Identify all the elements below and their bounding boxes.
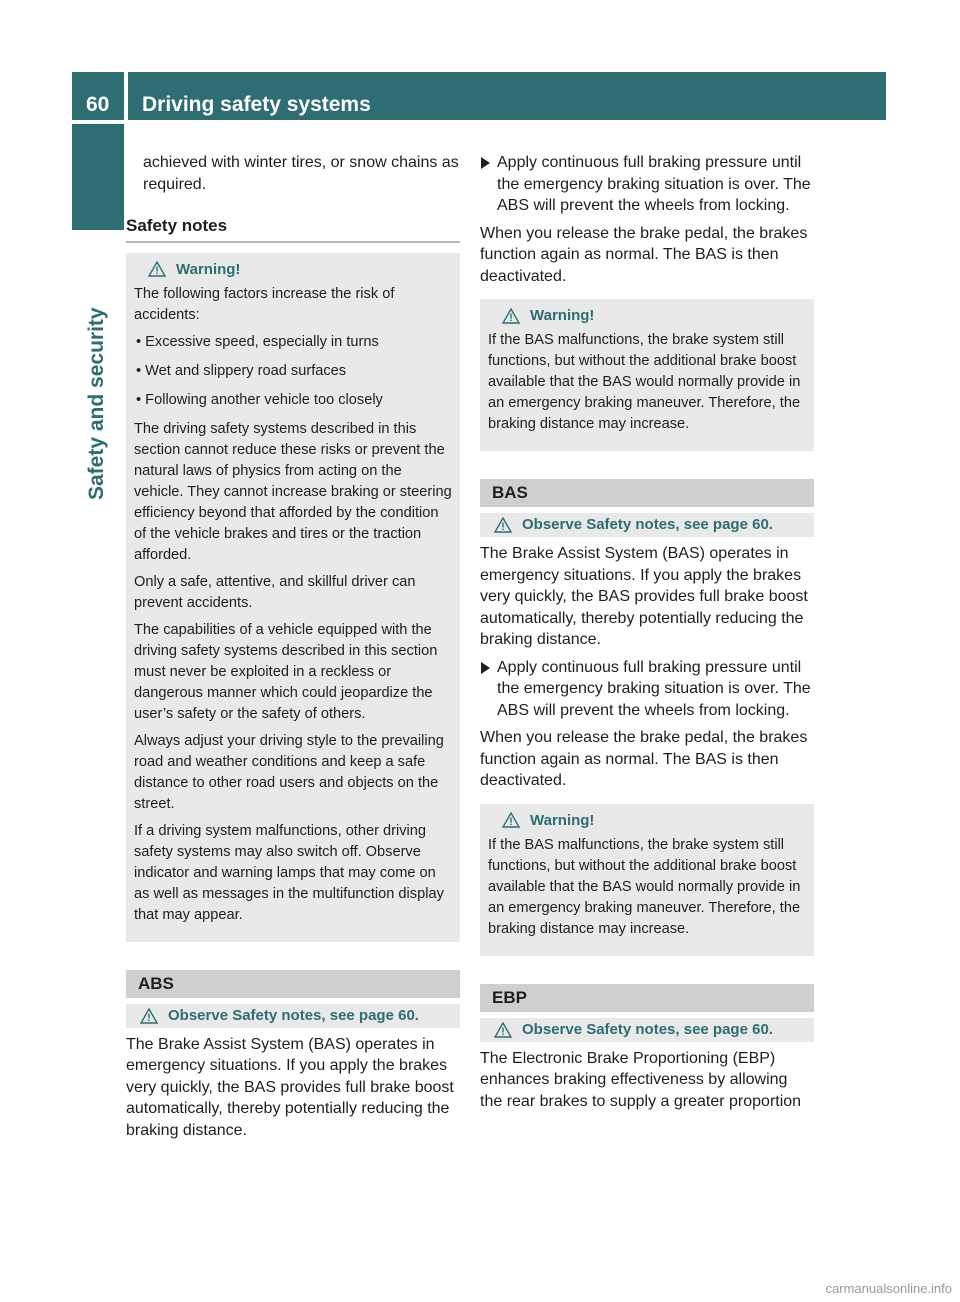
instruction-step [480,152,814,217]
warning-title-text: Warning! [530,307,595,324]
bas-warning-box [480,804,814,956]
warning-paragraph: If the BAS malfunctions, the brake system still functions, but without the additional brake boost available that the BAS would normally provide in an emergency braking maneuver. Therefore, the braking distance may increase. [488,836,801,937]
warning-paragraph: The capabilities of a vehicle equipped with the driving safety systems described in this section must never be exploited in a reckless or dangerous manner which could jeopardize the user’s safety or the safety of others. [134,621,438,722]
warning-intro: The following factors increase the risk of accidents: [134,285,395,323]
side-tab-label-text: Safety and security [85,307,108,500]
warning-title [488,810,806,831]
bas-warning-box [480,299,814,451]
release-text: When you release the brake pedal, the brakes function again as normal. The BAS is then deactivated. [480,729,808,789]
ebp-safety-note [480,1018,814,1042]
right-column [480,152,814,1118]
left-column [126,152,460,1147]
warning-title-text: Warning! [176,260,241,278]
abs-safety-note [126,1004,460,1028]
continued-text: achieved with winter tires, or snow chains as required. [143,154,459,193]
warning-paragraph: If the BAS malfunctions, the brake system still functions, but without the additional brake boost available that the BAS would normally provide in an emergency braking maneuver. Therefore, the braking distance may increase. [488,332,801,432]
warning-paragraph: Always adjust your driving style to the prevailing road and weather conditions and keep a safe distance to other road users and objects on the street. [134,732,444,812]
warning-triangle-icon [494,1022,512,1038]
chapter-title: Driving safety systems [128,72,886,120]
bas-heading: BAS [480,479,814,507]
warning-triangle-icon [148,261,166,277]
arrow-right-icon [481,662,490,674]
instruction-text: Apply continuous full braking pressure until the emergency braking situation is over. The ABS will prevent the wheels from locking. [497,658,811,719]
warning-title-text: Warning! [530,811,595,829]
instruction-step [480,657,814,722]
warning-bullet-text: Excessive speed, especially in turns [145,333,379,350]
side-tab-block [72,124,124,230]
abs-safety-note-text: Observe Safety notes, see page 60. [168,1006,419,1024]
warning-bullet: • Wet and slippery road surfaces [136,362,347,379]
instruction-text: Apply continuous full braking pressure until the emergency braking situation is over. The ABS will prevent the wheels from locking. [497,154,811,214]
safety-notes-heading: Safety notes [126,205,460,243]
warning-triangle-icon [140,1008,158,1024]
ebp-safety-note-text: Observe Safety notes, see page 60. [522,1020,773,1038]
footer-watermark: carmanualsonline.info [825,1281,952,1296]
warning-title [488,305,806,326]
ebp-heading: EBP [480,984,814,1012]
release-text: When you release the brake pedal, the brakes function again as normal. The BAS is then deactivated. [480,224,808,285]
warning-title [134,259,452,280]
warning-paragraph: The driving safety systems described in this section cannot reduce these risks or prevent the natural laws of physics from acting on the vehicle. They cannot increase braking or steering efficiency beyond that afforded by the condition of the vehicle brakes and tires or the traction afforded. [134,420,452,563]
warning-triangle-icon [502,308,520,324]
abs-description: The Brake Assist System (BAS) operates in emergency situations. If you apply the brakes very quickly, the BAS provides full brake boost automatically, thereby potentially reducing the braking distance. [126,1035,454,1139]
warning-bullet: • Following another vehicle too closely [136,391,383,408]
warning-box [126,253,460,942]
abs-heading: ABS [126,970,460,998]
warning-paragraph: If a driving system malfunctions, other driving safety systems may also switch off. Observe indicator and warning lamps that may come on as well as messages in the multifunction display that may appear. [134,822,444,923]
warning-triangle-icon [494,517,512,533]
bas-safety-note-text: Observe Safety notes, see page 60. [522,516,773,533]
bas-description: The Brake Assist System (BAS) operates in emergency situations. If you apply the brakes very quickly, the BAS provides full brake boost automatically, thereby potentially reducing the braking distance. [480,545,808,648]
warning-bullet: • Excessive speed, especially in turns [136,333,379,350]
warning-paragraph: Only a safe, attentive, and skillful driver can prevent accidents. [134,573,416,611]
arrow-right-icon [481,157,490,169]
page-number: 60 [72,72,124,120]
warning-bullet-text: Following another vehicle too closely [145,391,383,408]
warning-bullet-text: Wet and slippery road surfaces [145,362,347,379]
warning-triangle-icon [502,812,520,828]
bas-safety-note [480,513,814,537]
ebp-description: The Electronic Brake Proportioning (EBP) enhances braking effectiveness by allowing the rear brakes to supply a greater proportion [480,1049,802,1110]
